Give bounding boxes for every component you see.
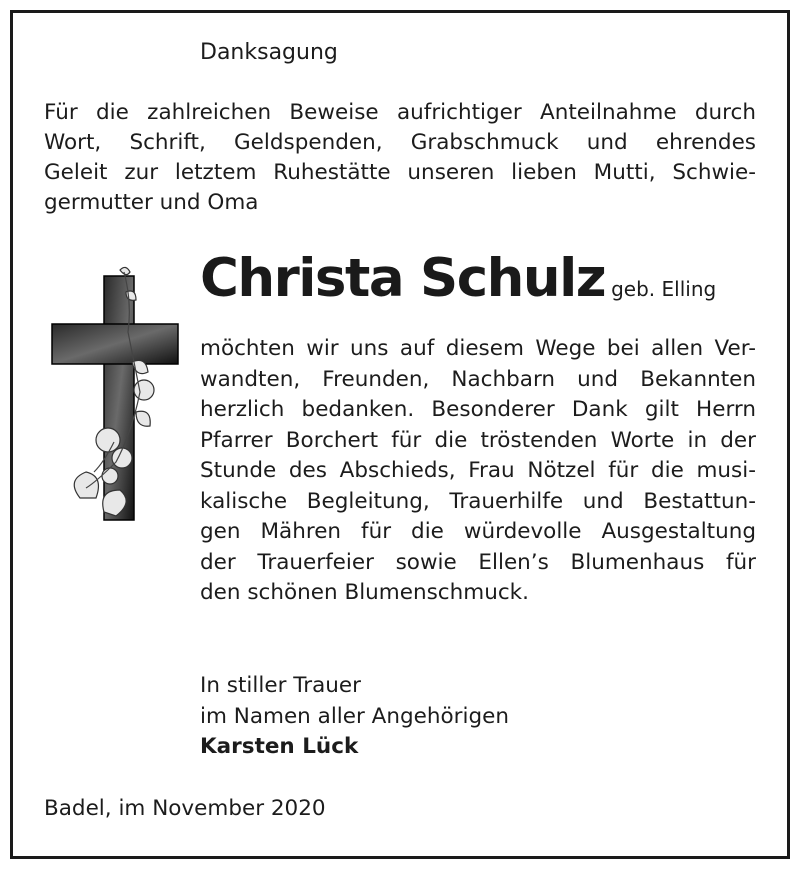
intro-line: Für die zahlreichen Beweise aufrichtiger Anteilnahme durch	[44, 100, 756, 125]
intro-line: germutter und Oma	[44, 190, 259, 215]
signer-name: Karsten Lück	[200, 734, 359, 759]
body-line: gen Mähren für die würdevolle Ausgestaltung	[200, 519, 756, 544]
body-line: den schönen Blumenschmuck.	[200, 580, 529, 605]
body-paragraph	[200, 334, 756, 609]
maiden-name: geb. Elling	[611, 277, 717, 301]
deceased-name: Christa Schulz	[200, 248, 606, 309]
cross-with-flowers-icon	[50, 262, 180, 522]
intro-paragraph	[44, 98, 756, 218]
intro-line: Geleit zur letztem Ruhestätte unseren lieben Mutti, Schwie-	[44, 160, 756, 185]
place-date: Badel, im November 2020	[44, 796, 326, 821]
closing-line: im Namen aller Angehörigen	[200, 703, 509, 729]
closing-line: In stiller Trauer	[200, 673, 361, 698]
body-line: wandten, Freunden, Nachbarn und Bekannten	[200, 366, 756, 392]
closing-block	[200, 671, 509, 763]
intro-line: Wort, Schrift, Geldspenden, Grabschmuck und ehrendes	[44, 130, 756, 155]
body-line: möchten wir uns auf diesem Wege bei allen Ver-	[200, 336, 756, 361]
body-line: kalische Begleitung, Trauerhilfe und Bestattun-	[200, 488, 756, 514]
body-line: Stunde des Abschieds, Frau Nötzel für die musi-	[200, 458, 756, 483]
body-line: der Trauerfeier sowie Ellen’s Blumenhaus für	[200, 549, 756, 575]
body-line: herzlich bedanken. Besonderer Dank gilt Herrn	[200, 397, 756, 422]
notice-heading: Danksagung	[200, 40, 338, 65]
deceased-name-row	[200, 248, 716, 309]
body-line: Pfarrer Borchert für die tröstenden Worte in der	[200, 427, 756, 453]
